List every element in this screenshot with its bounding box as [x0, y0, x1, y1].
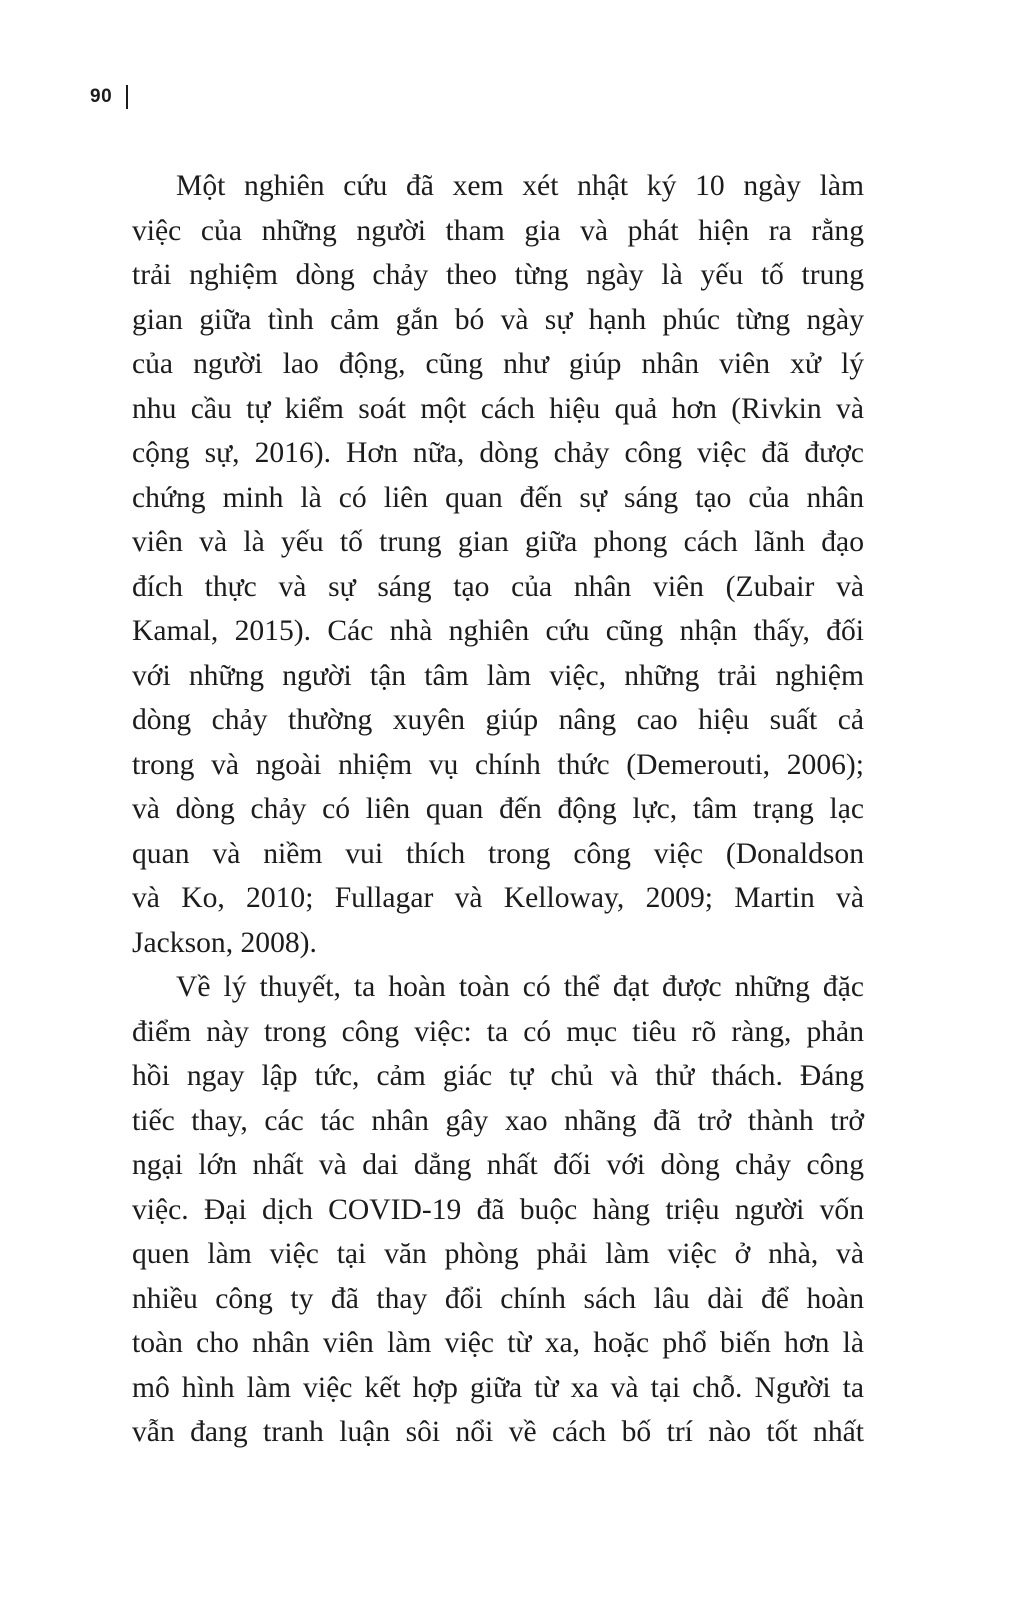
text-line: của người lao động, cũng như giúp nhân viên xử lý: [132, 348, 864, 380]
text-line: toàn cho nhân viên làm việc từ xa, hoặc phổ biến hơn là: [132, 1327, 864, 1359]
text-line: dòng chảy thường xuyên giúp nâng cao hiệu suất cả: [132, 704, 864, 736]
paragraph: [132, 965, 864, 1455]
text-line: và dòng chảy có liên quan đến động lực, tâm trạng lạc: [132, 793, 864, 825]
text-line: Kamal, 2015). Các nhà nghiên cứu cũng nhận thấy, đối: [132, 615, 864, 647]
text-line: cộng sự, 2016). Hơn nữa, dòng chảy công việc đã được: [132, 437, 864, 469]
text-line: việc của những người tham gia và phát hiện ra rằng: [132, 214, 864, 247]
text-line: chứng minh là có liên quan đến sự sáng tạo của nhân: [132, 481, 864, 514]
text-line: gian giữa tình cảm gắn bó và sự hạnh phúc từng ngày: [132, 303, 864, 336]
text-line: Một nghiên cứu đã xem xét nhật ký 10 ngày làm: [176, 170, 864, 202]
text-line: ngại lớn nhất và dai dẳng nhất đối với dòng chảy công: [132, 1149, 864, 1181]
text-line: quan và niềm vui thích trong công việc (Donaldson: [132, 837, 864, 870]
paragraph: [132, 164, 864, 965]
text-line: với những người tận tâm làm việc, những trải nghiệm: [132, 659, 864, 692]
text-line: mô hình làm việc kết hợp giữa từ xa và tại chỗ. Người ta: [132, 1371, 864, 1404]
body-text: [132, 164, 864, 1455]
text-line: và Ko, 2010; Fullagar và Kelloway, 2009; Martin và: [132, 882, 864, 914]
text-line: viên và là yếu tố trung gian giữa phong cách lãnh đạo: [132, 526, 864, 558]
page-header: [90, 82, 128, 112]
text-line: tiếc thay, các tác nhân gây xao nhãng đã trở thành trở: [132, 1104, 864, 1137]
text-line: trong và ngoài nhiệm vụ chính thức (Demerouti, 2006);: [132, 748, 864, 781]
text-line: vẫn đang tranh luận sôi nổi về cách bố trí nào tốt nhất: [132, 1416, 864, 1448]
text-line: điểm này trong công việc: ta có mục tiêu rõ ràng, phản: [132, 1015, 864, 1048]
text-line: Về lý thuyết, ta hoàn toàn có thể đạt được những đặc: [176, 971, 864, 1003]
page-number: 90: [90, 86, 113, 107]
header-divider: [126, 85, 128, 109]
text-line: quen làm việc tại văn phòng phải làm việc ở nhà, và: [132, 1238, 864, 1270]
text-line: nhiều công ty đã thay đổi chính sách lâu dài để hoàn: [132, 1282, 864, 1315]
text-line: trải nghiệm dòng chảy theo từng ngày là yếu tố trung: [132, 259, 864, 291]
text-line: việc. Đại dịch COVID-19 đã buộc hàng triệu người vốn: [132, 1193, 864, 1226]
text-line: nhu cầu tự kiểm soát một cách hiệu quả hơn (Rivkin và: [132, 392, 864, 425]
text-line: đích thực và sự sáng tạo của nhân viên (Zubair và: [132, 570, 864, 603]
text-line: Jackson, 2008).: [132, 926, 317, 959]
text-line: hồi ngay lập tức, cảm giác tự chủ và thử thách. Đáng: [132, 1060, 864, 1092]
